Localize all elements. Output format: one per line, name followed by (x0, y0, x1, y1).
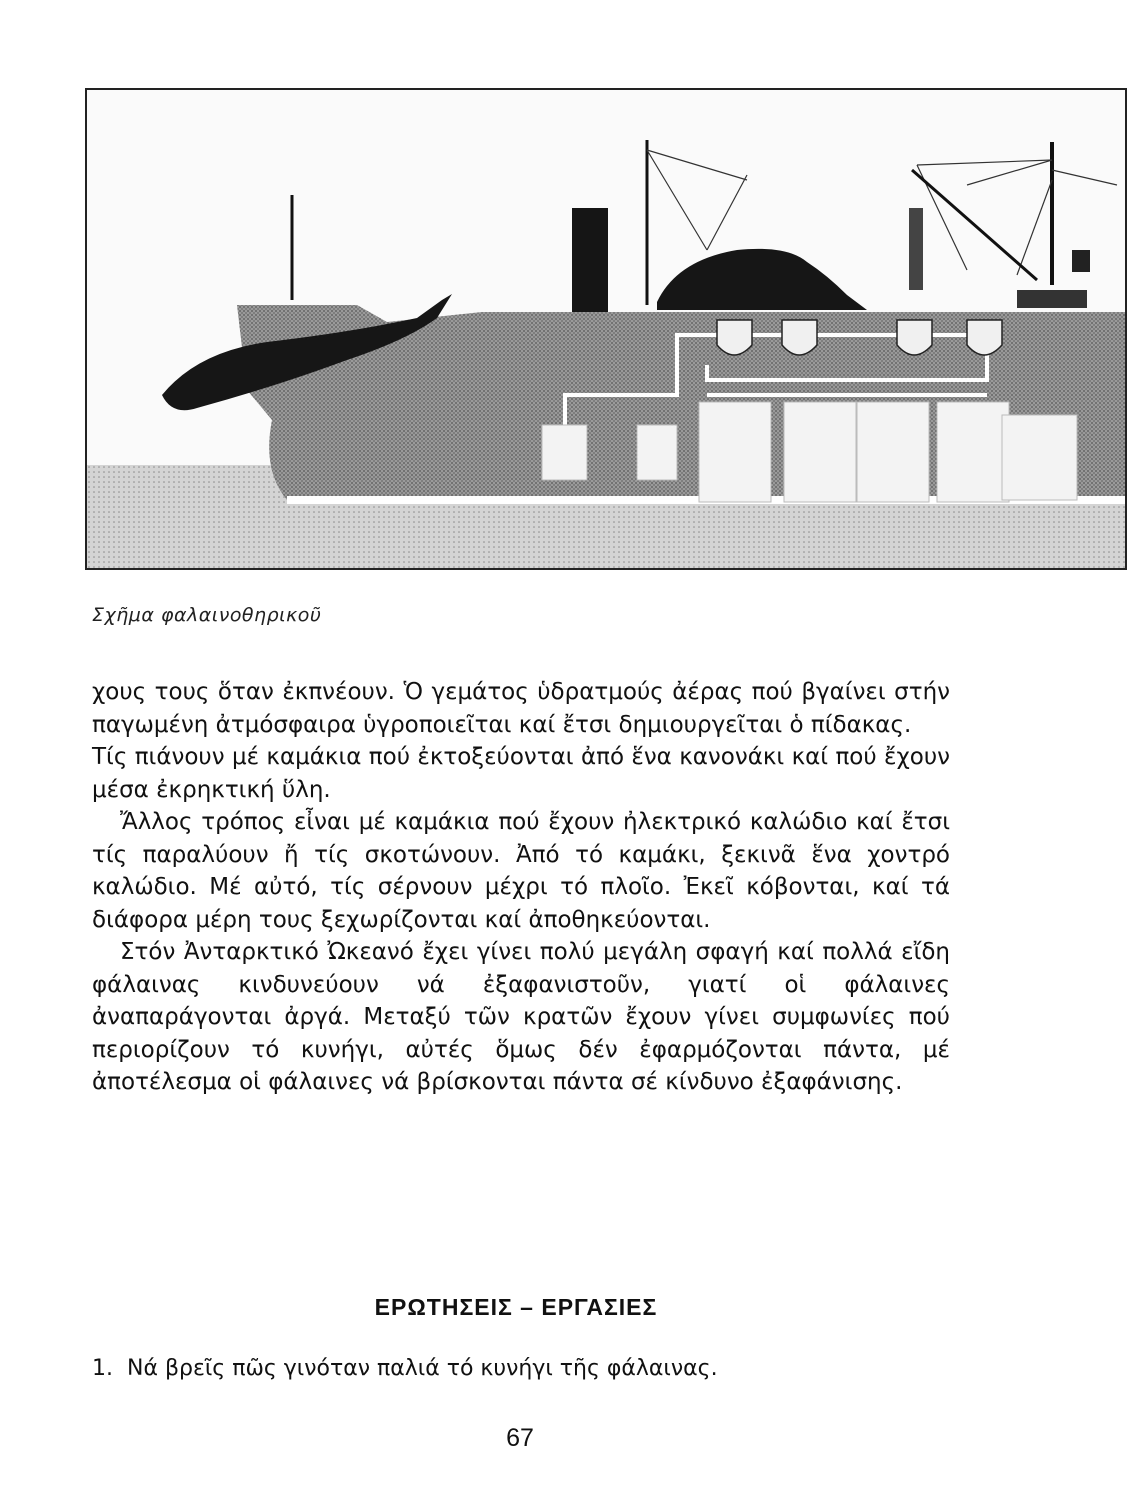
deck-house (1017, 290, 1087, 308)
figure-caption: Σχῆμα φαλαινοθηρικοῦ (92, 604, 322, 626)
paragraph: Τίς πιάνουν μέ καμάκια πού ἐκτοξεύονται ἀπό ἕνα κανονάκι καί πού ἔχουν μέσα ἐκρηκτική ὕλη. (92, 744, 950, 803)
question-text: Νά βρεῖς πῶς γινόταν παλιά τό κυνήγι τῆς φάλαινας. (127, 1356, 718, 1381)
whaling-ship-illustration (87, 90, 1125, 568)
question-item (92, 1356, 718, 1381)
paragraph: Ἄλλος τρόπος εἶναι μέ καμάκια πού ἔχουν ἠλεκτρικό καλώδιο καί ἔτσι τίς παραλύουν ἤ τίς σκοτώνουν. Ἀπό τό καμάκι, ξεκινᾶ ἕνα χοντρό καλώδιο. Μέ αὐτό, τίς σέρνουν μέχρι τό πλοῖο. Ἐκεῖ κόβονται, καί τά διάφορα μέρη τους ξεχωρίζονται καί ἀποθηκεύονται. (92, 809, 950, 933)
page-number: 67 (506, 1424, 534, 1452)
body-text (92, 676, 950, 1099)
paragraph: Στόν Ἀνταρκτικό Ὠκεανό ἔχει γίνει πολύ μεγάλη σφαγή καί πολλά εἴδη φάλαινας κινδυνεύουν νά ἐξαφανιστοῦν, γιατί οἱ φάλαινες ἀναπαράγονται ἀργά. Μεταξύ τῶν κρατῶν ἔχουν γίνει συμφωνίες πού περιορίζουν τό κυνήγι, αὐτές ὅμως δέν ἐφαρμόζονται πάντα, μέ ἀποτέλεσμα οἱ φάλαινες νά βρίσκονται πάντα σέ κίνδυνο ἐξαφάνισης. (92, 939, 950, 1095)
whaling-ship-figure (85, 88, 1127, 570)
deck-lookout (1072, 250, 1090, 272)
section-heading: ΕΡΩΤΗΣΕΙΣ – ΕΡΓΑΣΙΕΣ (374, 1294, 658, 1320)
question-number: 1. (92, 1356, 113, 1381)
paragraph: χους τους ὅταν ἐκπνέουν. Ὁ γεμάτος ὑδρατμούς ἀέρας πού βγαίνει στήν παγωμένη ἀτμόσφαιρα ὑγροποιεῖται καί ἔτσι δημιουργεῖται ὁ πίδακας. (92, 679, 950, 738)
hanging-whale-part (909, 208, 923, 290)
